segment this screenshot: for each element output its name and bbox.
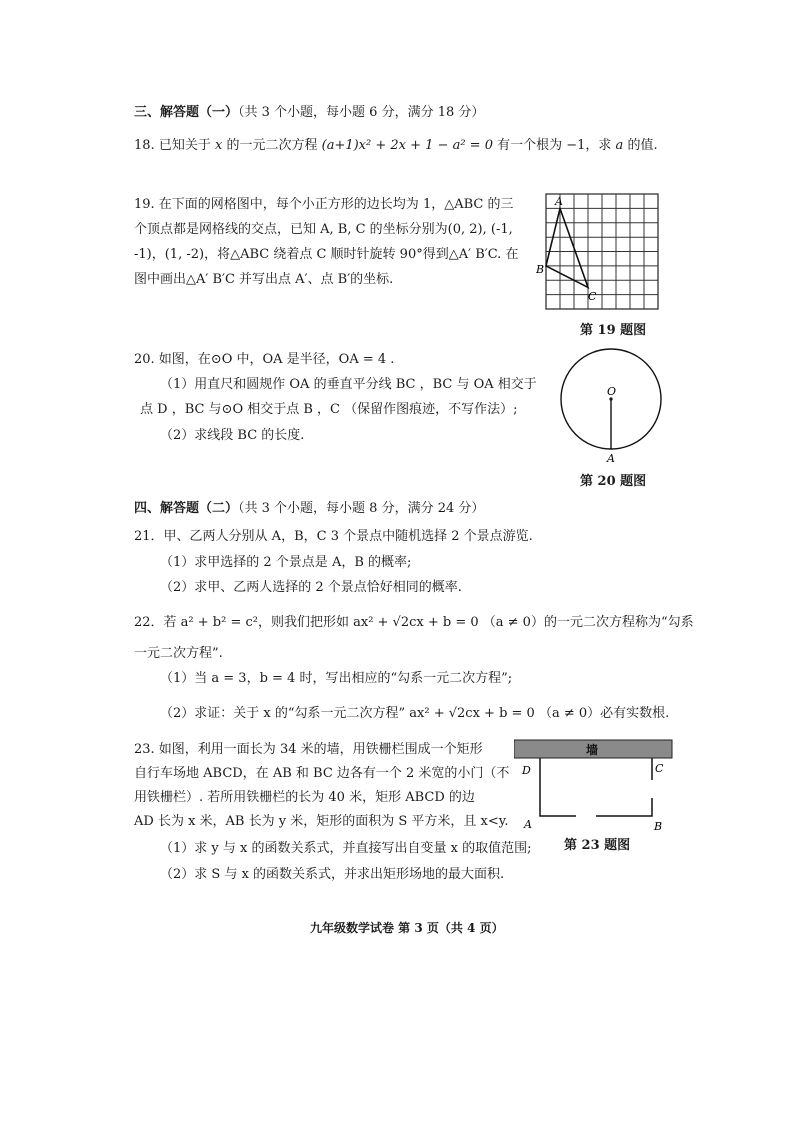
q23-line-3: 用铁栅栏）. 若所用铁栅栏的长为 40 米，矩形 ABCD 的边 bbox=[134, 790, 475, 805]
triangle-abc bbox=[546, 208, 588, 287]
q19-label-a: A bbox=[555, 195, 563, 208]
q18-var-x: x bbox=[214, 138, 223, 153]
q23-wall-label: 墙 bbox=[586, 743, 599, 757]
q19-line-4: 图中画出△A′ B′C 并写出点 A′、点 B′的坐标. bbox=[134, 272, 394, 287]
q18-text-b: 的一元二次方程 bbox=[226, 138, 318, 153]
q21-line-3: （2）求甲、乙两人选择的 2 个景点恰好相同的概率. bbox=[160, 580, 462, 595]
section-4-header bbox=[134, 500, 484, 518]
q20-line-2: （1）用直尺和圆规作 OA 的垂直平分线 BC ，BC 与 OA 相交于 bbox=[160, 377, 537, 392]
section-3-header bbox=[134, 104, 484, 122]
q23-line-5: （1）求 y 与 x 的函数关系式，并直接写出自变量 x 的取值范围; bbox=[160, 841, 532, 856]
q21-line-1: 21．甲、乙两人分别从 A，B，C 3 个景点中随机选择 2 个景点游览. bbox=[134, 529, 533, 544]
q20-label-o: O bbox=[607, 385, 617, 398]
q23-label-d: D bbox=[522, 764, 531, 777]
q19-line-3: -1)，(1, -2)，将△ABC 绕着点 C 顺时针旋转 90°得到△A′ B′C. 在 bbox=[134, 247, 519, 262]
q18-var-a: a bbox=[615, 138, 624, 153]
q20-caption: 第 20 题图 bbox=[580, 474, 647, 489]
q19-line-2: 个顶点都是网格线的交点，已知 A, B, C 的坐标分别为(0, 2), (-1, bbox=[134, 222, 513, 237]
question-18 bbox=[134, 137, 658, 155]
q20-circle-figure bbox=[556, 346, 668, 464]
q18-text-d: 的值. bbox=[627, 138, 658, 153]
q22-line-1: 22．若 a² + b² = c²，则我们把形如 ax² + √2cx + b = 0 （a ≠ 0）的一元二次方程称为“勾系 bbox=[134, 615, 694, 630]
q18-equation: (a+1)x² + 2x + 1 − a² = 0 bbox=[321, 138, 493, 153]
q19-grid-figure bbox=[536, 188, 668, 316]
q18-number: 18. bbox=[134, 138, 155, 153]
q23-label-a: A bbox=[524, 818, 532, 831]
q19-caption: 第 19 题图 bbox=[580, 323, 647, 338]
page-footer: 九年级数学试卷 第 3 页（共 4 页） bbox=[310, 921, 504, 935]
q19-label-c: C bbox=[588, 290, 597, 303]
section-4-title: 四、解答题（二） bbox=[134, 501, 239, 516]
q23-line-1: 23. 如图，利用一面长为 34 米的墙，用铁栅栏围成一个矩形 bbox=[134, 742, 483, 757]
fence-left-bottom bbox=[540, 758, 576, 816]
q20-line-1: 20. 如图，在⊙O 中，OA 是半径，OA = 4 . bbox=[134, 352, 395, 367]
q22-line-2: 一元二次方程”. bbox=[134, 646, 223, 661]
section-3-title: 三、解答题（一） bbox=[134, 105, 239, 120]
q22-line-4: （2）求证：关于 x 的“勾系一元二次方程” ax² + √2cx + b = 0 （a ≠ 0）必有实数根. bbox=[160, 706, 670, 721]
section-3-note: （共 3 个小题，每小题 6 分，满分 18 分） bbox=[238, 105, 485, 120]
q19-label-b: B bbox=[536, 263, 545, 276]
q23-line-2: 自行车场地 ABCD，在 AB 和 BC 边各有一个 2 米宽的小门（不 bbox=[134, 766, 510, 781]
fence-bottom-right bbox=[596, 798, 652, 816]
section-4-note: （共 3 个小题，每小题 8 分，满分 24 分） bbox=[238, 501, 485, 516]
q23-label-c: C bbox=[655, 762, 664, 775]
q23-line-6: （2）求 S 与 x 的函数关系式，并求出矩形场地的最大面积. bbox=[160, 867, 505, 882]
q22-line-3: （1）当 a = 3，b = 4 时，写出相应的“勾系一元二次方程”; bbox=[160, 671, 513, 686]
q19-line-1: 19. 在下面的网格图中，每个小正方形的边长均为 1，△ABC 的三 bbox=[134, 197, 514, 212]
q23-label-b: B bbox=[654, 820, 663, 833]
q23-caption: 第 23 题图 bbox=[564, 838, 631, 853]
q18-text-c: 有一个根为 −1，求 bbox=[497, 138, 612, 153]
q21-line-2: （1）求甲选择的 2 个景点是 A，B 的概率; bbox=[160, 555, 412, 570]
q20-label-a: A bbox=[607, 452, 615, 464]
q20-line-3: 点 D ，BC 与⊙O 相交于点 B ，C （保留作图痕迹，不写作法）; bbox=[140, 402, 518, 417]
q23-line-4: AD 长为 x 米，AB 长为 y 米，矩形的面积为 S 平方米，且 x<y. bbox=[134, 814, 509, 829]
q20-line-4: （2）求线段 BC 的长度. bbox=[160, 428, 305, 443]
q23-fence-figure bbox=[514, 738, 676, 834]
q18-text-a: 已知关于 bbox=[158, 138, 211, 153]
